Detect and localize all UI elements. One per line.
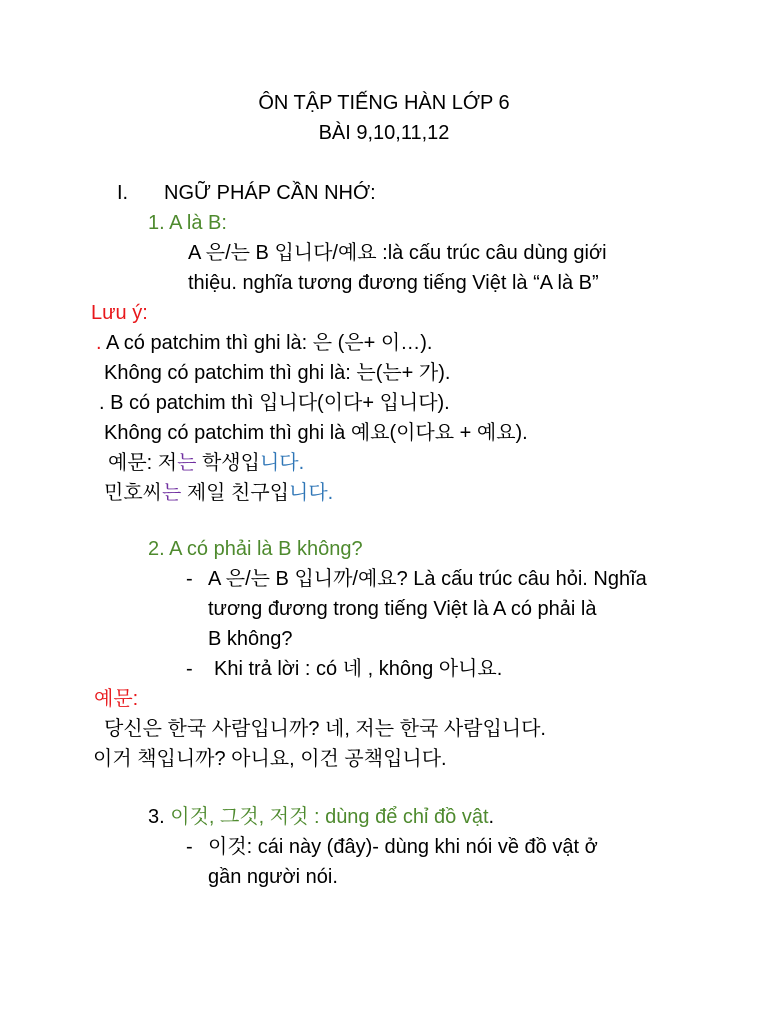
page-subtitle: BÀI 9,10,11,12 [318, 122, 450, 144]
example2-line2: 이거 책입니까? 아니요, 이건 공책입니다. [93, 748, 447, 770]
item2-bullet1-dash: - [186, 568, 193, 590]
note-dot: . [96, 332, 102, 354]
note-line3: . B có patchim thì 입니다(이다+ 입니다). [99, 392, 450, 414]
example1-l2-noun: 제일 친구입 [181, 482, 290, 504]
item1-heading [148, 209, 227, 237]
item2-number: 2. [148, 538, 165, 560]
item3-heading [148, 803, 494, 831]
example1-l1-ending: 니다 [259, 452, 299, 474]
item2-bullet2-dash: - [186, 658, 193, 680]
section-heading: NGỮ PHÁP CẦN NHỚ: [164, 182, 376, 204]
example1-l1-particle: 는 [177, 452, 197, 474]
example1-l1-noun: 학생입 [196, 452, 260, 474]
item3-bullet1-line1: 이것: cái này (đây)- dùng khi nói về đồ vật ở [208, 836, 598, 858]
item3-title: 이것, 그것, 저것 : dùng để chỉ đồ vật [170, 806, 489, 828]
note-label: Lưu ý: [91, 302, 148, 324]
note-line2: Không có patchim thì ghi là: 는(는+ 가). [104, 362, 451, 384]
item1-number: 1. [148, 212, 165, 234]
example1-l2-ending: 니다 [289, 482, 328, 504]
item1-desc-line2: thiệu. nghĩa tương đương tiếng Việt là “A là B” [188, 272, 599, 294]
note-line1 [96, 329, 432, 357]
example2-line1: 당신은 한국 사람입니까? 네, 저는 한국 사람입니다. [104, 718, 546, 740]
item3-bullet1-line2: gần người nói. [208, 866, 338, 888]
item2-bullet1-line2: tương đương trong tiếng Việt là A có phải là [208, 598, 597, 620]
example1-l1-period: . [298, 452, 305, 474]
item3-title-end: . [488, 806, 495, 828]
item1-title: A là B: [169, 212, 227, 234]
example1-l2-period: . [327, 482, 334, 504]
example1-label: 예문: [108, 452, 153, 474]
item3-bullet1-dash: - [186, 836, 193, 858]
note-line1-text: A có patchim thì ghi là: 은 (은+ 이…). [101, 332, 433, 354]
note-line4: Không có patchim thì ghi là 예요(이다요 + 예요). [104, 422, 528, 444]
example1-line2 [104, 479, 333, 507]
item2-heading [148, 535, 363, 563]
page-title: ÔN TẬP TIẾNG HÀN LỚP 6 [258, 92, 510, 114]
item2-bullet1-line1: A 은/는 B 입니까/예요? Là cấu trúc câu hỏi. Nghĩa [208, 568, 647, 590]
item2-bullet1-line3: B không? [208, 628, 293, 650]
item3-number: 3. [148, 806, 165, 828]
item2-title: A có phải là B không? [169, 538, 363, 560]
example2-label: 예문: [94, 688, 139, 710]
example1-l2-subject: 민호씨 [104, 482, 162, 504]
item2-bullet2: Khi trả lời : có 네 , không 아니요. [214, 658, 503, 680]
example1-l2-particle: 는 [161, 482, 182, 504]
section-numeral: I. [117, 182, 129, 204]
item1-desc-line1: A 은/는 B 입니다/예요 :là cấu trúc câu dùng giới [188, 242, 607, 264]
example1-line1 [108, 449, 304, 477]
example1-l1-subject: 저 [157, 452, 178, 474]
